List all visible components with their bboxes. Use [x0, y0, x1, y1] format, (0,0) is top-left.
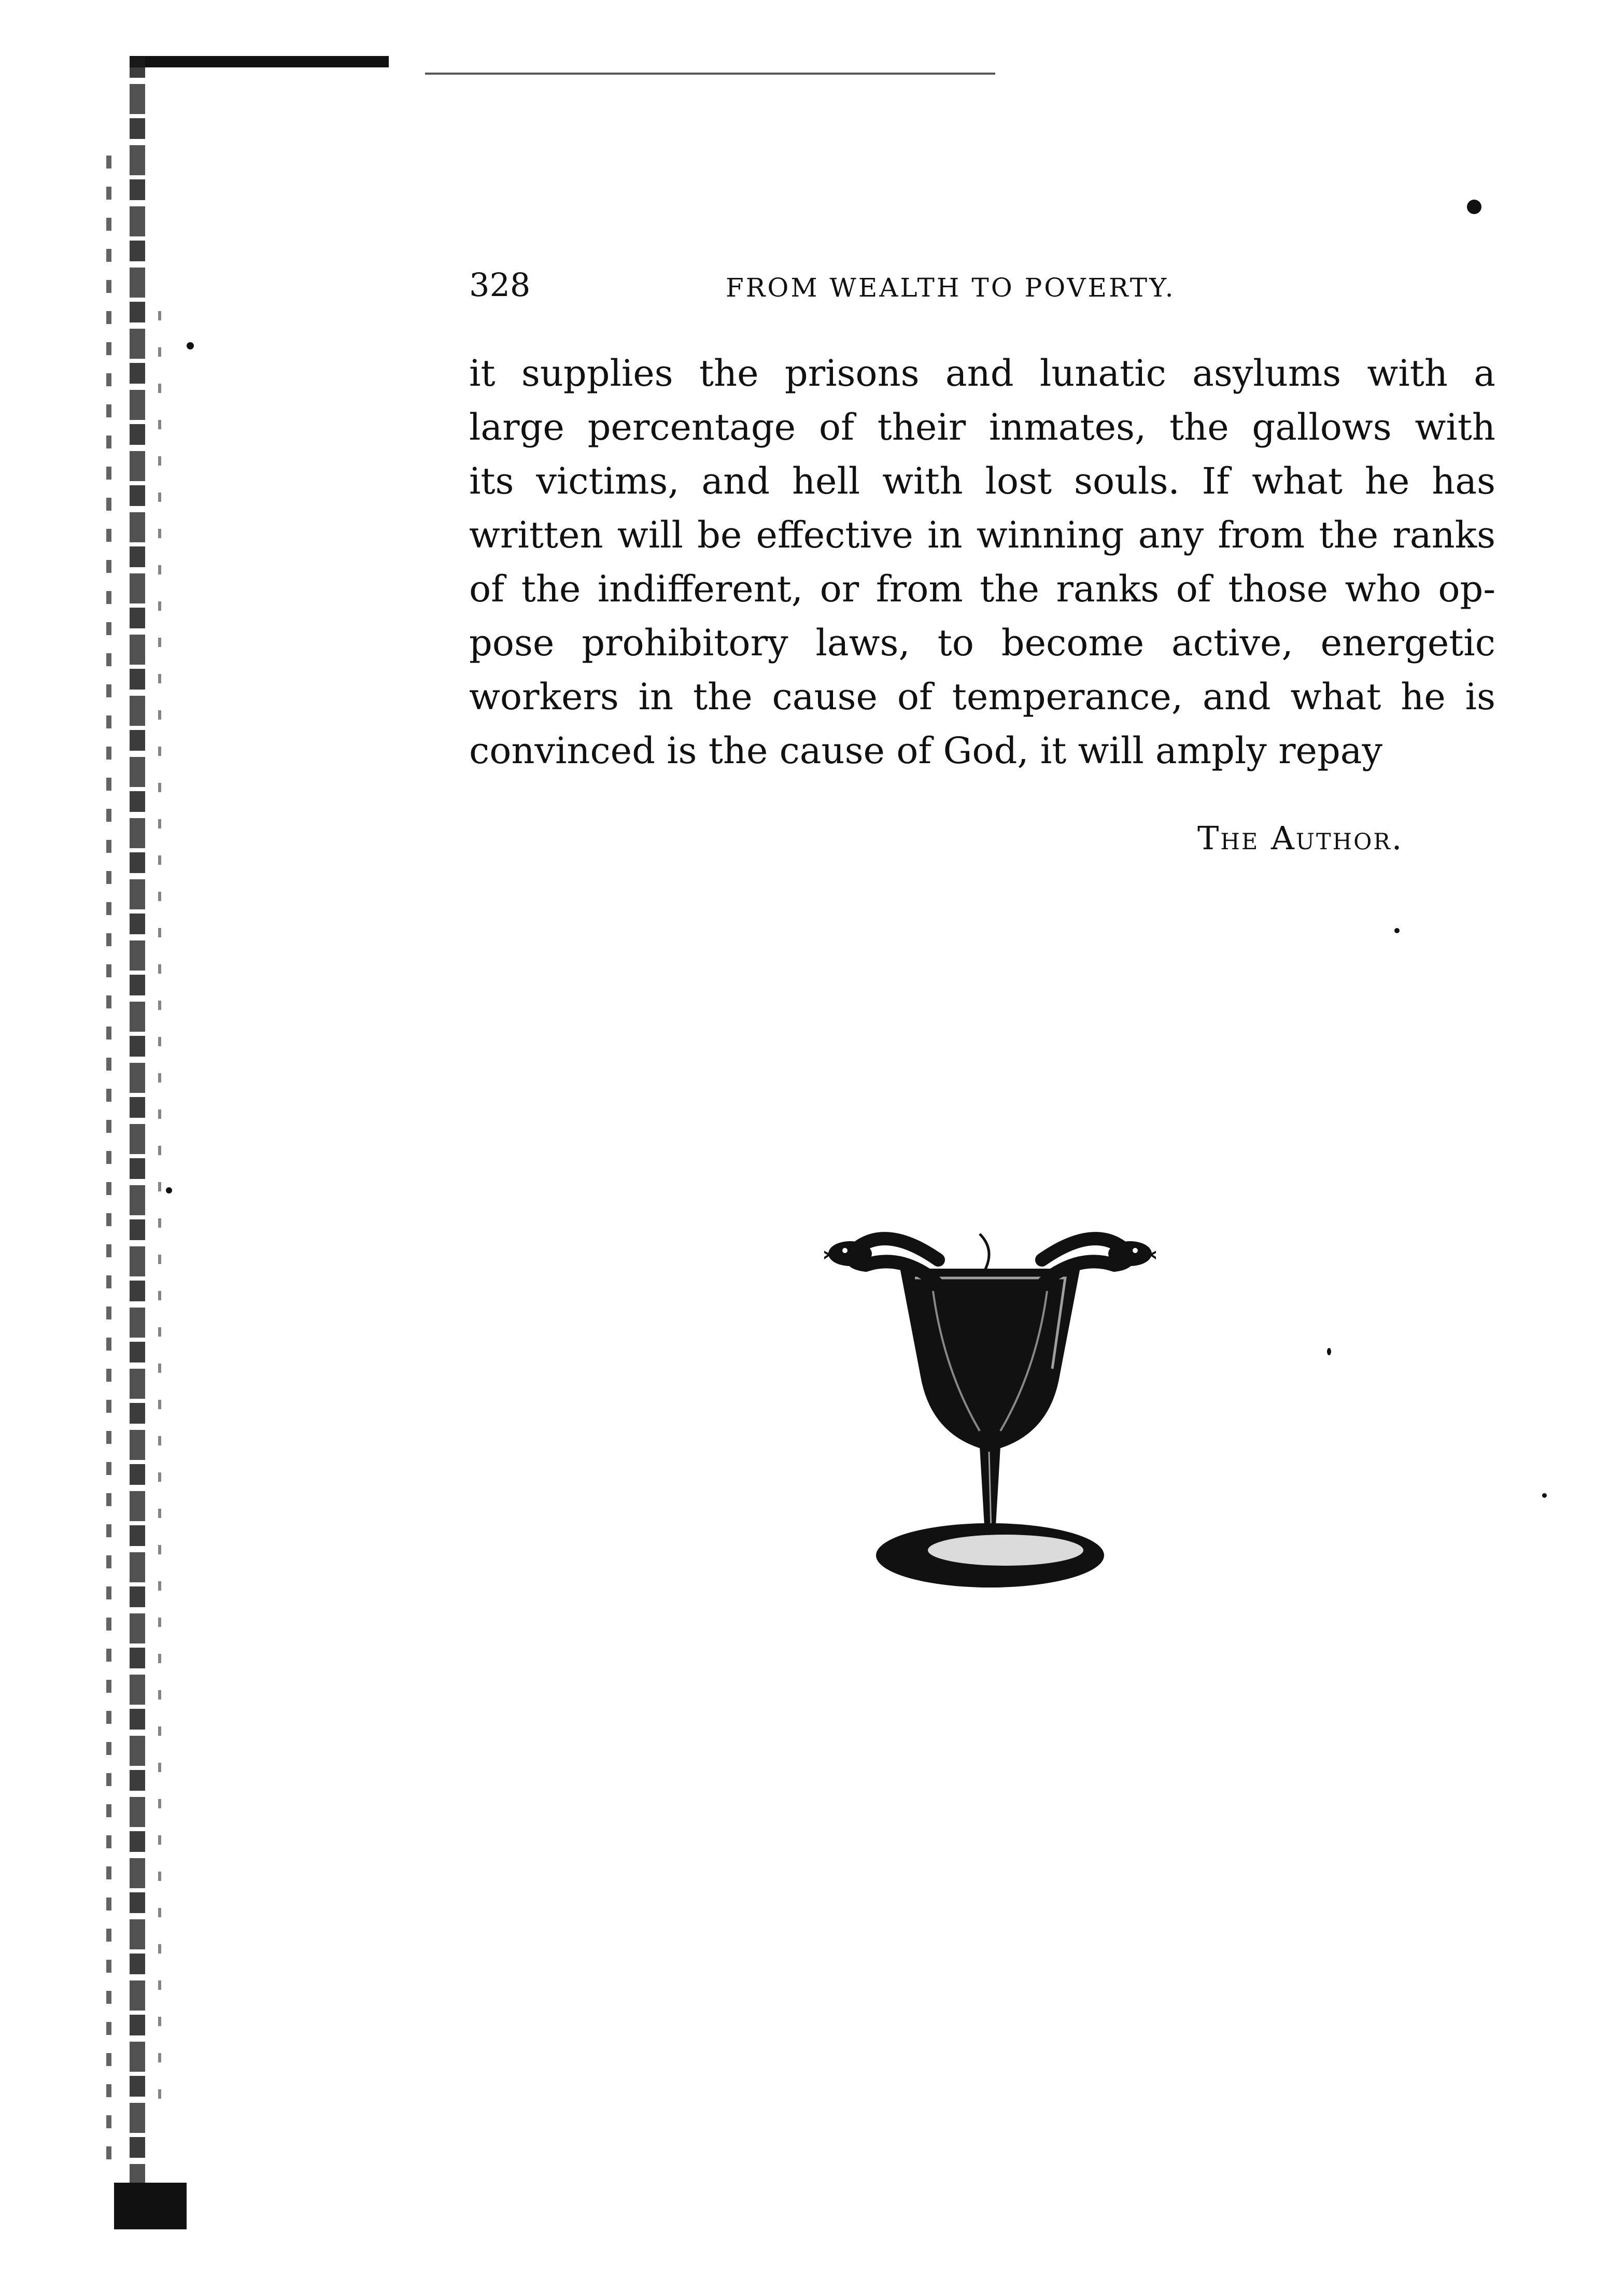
text-line: of the indifferent, or from the ranks of those who op-	[469, 568, 1495, 610]
text-line: convinced is the cause of God, it will amply repay	[469, 729, 1383, 772]
ink-speck	[166, 1187, 172, 1193]
ink-speck	[1394, 928, 1400, 933]
text-line: pose prohibitory laws, to become active, energetic	[469, 622, 1495, 664]
ink-speck	[187, 342, 194, 349]
text-line: written will be effective in winning any from the ranks	[469, 514, 1495, 556]
page-header	[469, 264, 1495, 311]
scan-binding-edge	[130, 56, 389, 67]
author-signature: The Author.	[1197, 819, 1404, 857]
scan-gutter-mark	[106, 156, 111, 2177]
text-line: workers in the cause of temperance, and what he is	[469, 676, 1495, 718]
text-line: it supplies the prisons and lunatic asylums with a	[469, 352, 1495, 395]
page-number: 328	[469, 266, 531, 304]
body-paragraph	[469, 346, 1495, 778]
scan-top-line	[425, 73, 995, 75]
ink-speck	[1542, 1493, 1547, 1498]
running-head: FROM WEALTH TO POVERTY.	[726, 273, 1176, 303]
text-line: large percentage of their inmates, the gallows with	[469, 406, 1495, 448]
scan-gutter-mark	[130, 57, 145, 2183]
scan-binding-block	[114, 2183, 187, 2229]
ink-speck	[1467, 200, 1481, 214]
goblet-with-serpents-icon	[824, 1213, 1156, 1618]
ink-speck	[1327, 1348, 1331, 1355]
text-line: its victims, and hell with lost souls. If what he has	[469, 460, 1495, 502]
scan-gutter-mark	[158, 311, 161, 2126]
